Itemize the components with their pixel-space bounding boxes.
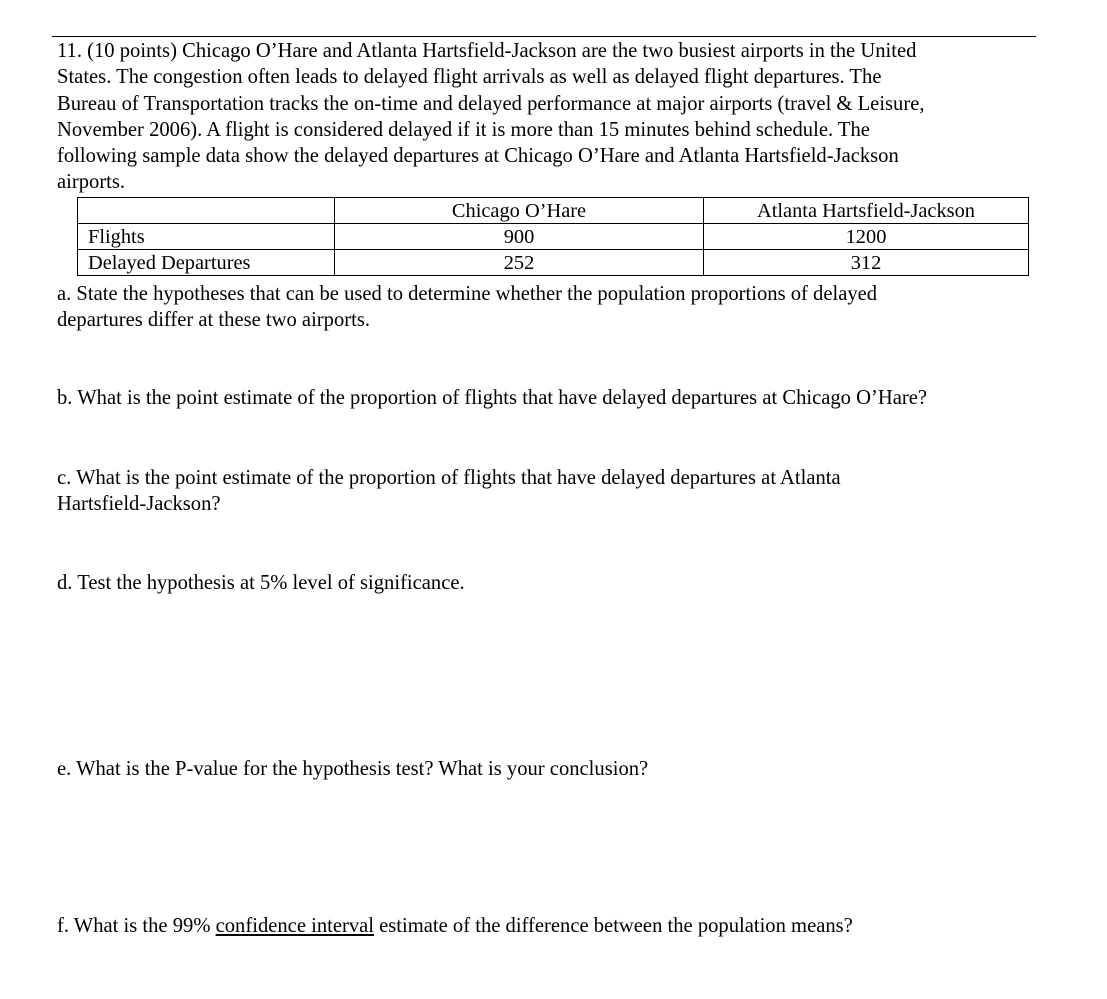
question-e [57,756,648,782]
question-line: b. What is the point estimate of the proportion of flights that have delayed departures at Chicago O’Hare? [57,387,928,409]
intro-line: airports. [57,171,126,194]
intro-line: States. The congestion often leads to delayed flight arrivals as well as delayed flight departures. The [57,66,882,89]
question-line: d. Test the hypothesis at 5% level of significance. [57,572,465,594]
top-rule [52,36,1036,37]
intro-line: 11. (10 points) Chicago O’Hare and Atlanta Hartsfield-Jackson are the two busiest airports in the United [57,40,917,62]
question-line: e. What is the P-value for the hypothesis test? What is your conclusion? [57,758,649,780]
question-a [57,281,877,334]
question-f [57,913,853,939]
intro-line: November 2006). A flight is considered delayed if it is more than 15 minutes behind schedule. The [57,118,870,141]
chicago-cell: 900 [335,224,704,250]
question-line: departures differ at these two airports. [57,309,370,332]
row-label: Flights [78,224,335,250]
atlanta-cell: 312 [704,250,1029,276]
table-row [78,224,1029,250]
row-label: Delayed Departures [78,250,335,276]
question-line [57,913,853,939]
question-d [57,570,465,596]
confidence-interval-link[interactable]: confidence interval [215,915,374,937]
problem-intro [57,38,1032,196]
intro-line: following sample data show the delayed departures at Chicago O’Hare and Atlanta Hartsfield-Jackson [57,145,899,168]
table-header-row [78,198,1029,224]
table-header-atlanta: Atlanta Hartsfield-Jackson [704,198,1029,224]
question-line: a. State the hypotheses that can be used to determine whether the population proportions of delayed [57,283,878,305]
question-line: Hartsfield-Jackson? [57,493,221,516]
question-f-after: estimate of the difference between the population means? [374,915,853,937]
table-header-chicago: Chicago O’Hare [335,198,704,224]
delayed-departures-table [77,197,1029,276]
question-b [57,385,927,411]
table-row [78,250,1029,276]
chicago-cell: 252 [335,250,704,276]
question-c [57,465,841,518]
question-line: c. What is the point estimate of the proportion of flights that have delayed departures at Atlanta [57,467,841,489]
atlanta-cell: 1200 [704,224,1029,250]
question-f-before: f. What is the 99% [57,915,216,937]
table-header-empty [78,198,335,224]
intro-line: Bureau of Transportation tracks the on-time and delayed performance at major airports (travel & Leisure, [57,92,925,115]
